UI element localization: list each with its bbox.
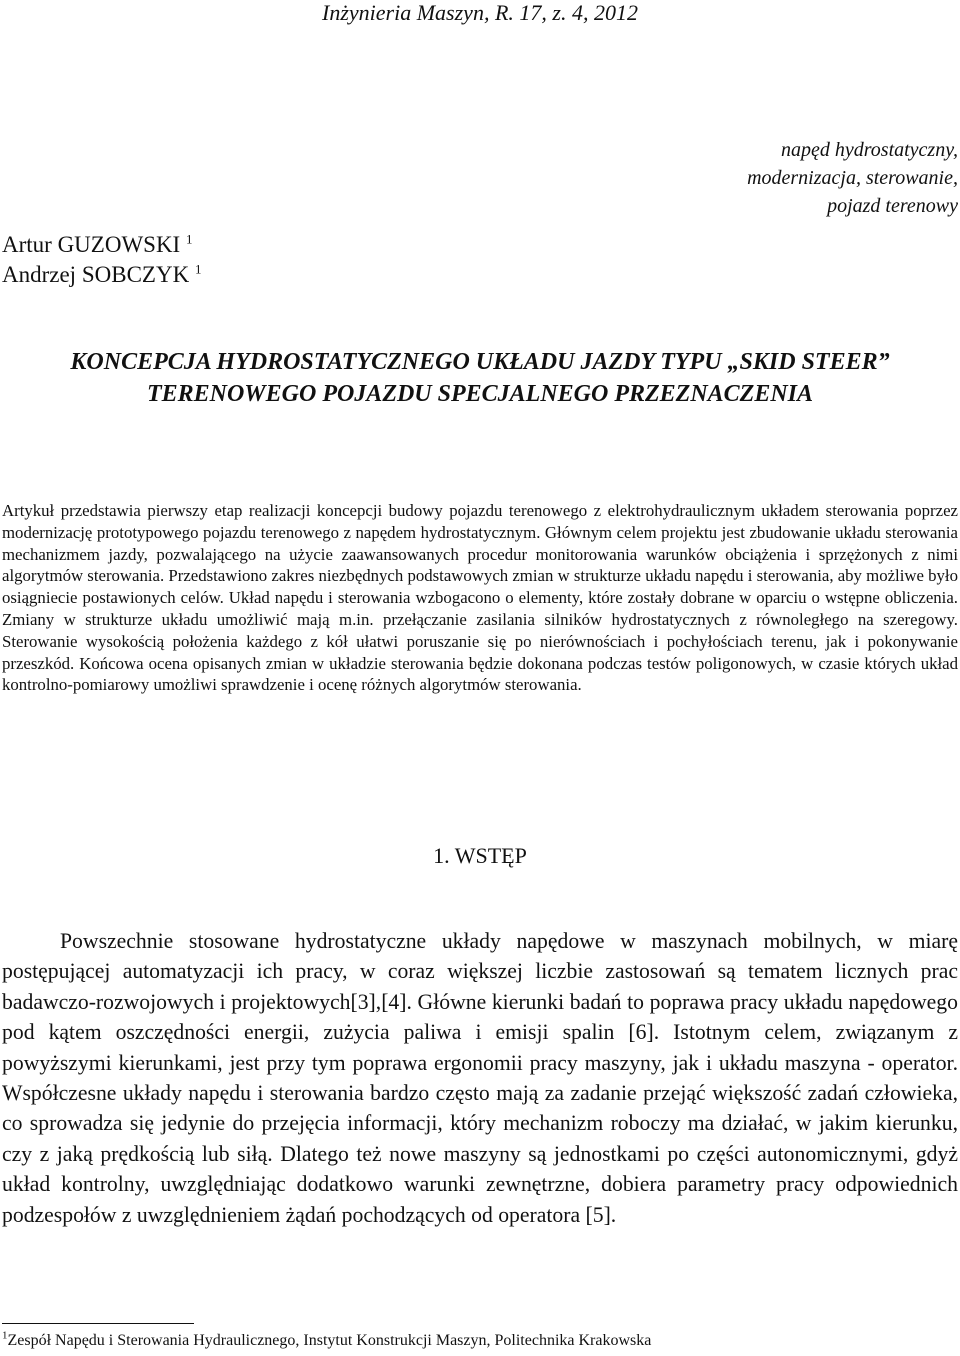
- keyword-line: pojazd terenowy: [827, 195, 958, 217]
- footnote: [2, 1330, 958, 1352]
- abstract: [2, 500, 958, 696]
- author: [2, 230, 201, 260]
- abstract-text: Artykuł przedstawia pierwszy etap realizacji koncepcji budowy pojazdu terenowego z elektrohydraulicznym układem sterowania poprzez modernizację prototypowego pojazdu terenowego z napędem hydrostatycznym. Głównym celem projektu jest zbudowanie układu sterowania mechanizmem jazdy, pozwalającego na użycie zaawansowanych procedur monitorowania warunków obciążenia i sprzężonych z nimi algorytmów sterowania. Przedstawiono zakres niezbędnych podstawowych zmian w strukturze układu napędu i sterowania, aby możliwe było osiągniecie postawionych celów. Układ napędu i sterowania wzbogacono o elementy, które zostały dobrane w oparciu o wstępne obliczenia. Zmiany w strukturze układu umożliwić mają m.in. przełączanie zasilania silników hydrostatycznych z równoległego na szeregowy. Sterowanie wysokością położenia każdego z kół ułatwi poruszanie się po nierównościach i pochyłościach terenu, jak i pokonywanie przeszkód. Końcowa ocena opisanych zmian w układzie sterowania będzie dokonana podczas testów poligonowych, w czasie których układ kontrolno-pomiarowy umożliwi sprawdzenie i ocenę różnych algorytmów sterowania.: [2, 501, 958, 695]
- affiliation-mark: 1: [185, 231, 193, 247]
- title-line: KONCEPCJA HYDROSTATYCZNEGO UKŁADU JAZDY TYPU „SKID STEER”: [70, 349, 890, 375]
- footnote-text: Zespół Napędu i Sterowania Hydraulicznego, Instytut Konstrukcji Maszyn, Politechnika Krakowska: [7, 1332, 652, 1349]
- author-name: Artur GUZOWSKI: [2, 232, 181, 257]
- author-name: Andrzej SOBCZYK: [2, 262, 190, 287]
- author-list: [2, 230, 201, 290]
- footnote-divider: [2, 1323, 194, 1324]
- footnote-mark: 1: [2, 1329, 8, 1342]
- body-paragraph: Powszechnie stosowane hydrostatyczne układy napędowe w maszynach mobilnych, w miarę postępującej automatyzacji ich pracy, w coraz większej liczbie zastosowań są tematem licznych prac badawczo-rozwojowych i projektowych[3],[4]. Główne kierunki badań to poprawa pracy układu napędowego pod kątem oszczędności energii, zużycia paliwa i emisji spalin [6]. Istotnym celem, związanym z powyższymi kierunkami, jest przy tym poprawa ergonomii pracy maszyny, jak i układu maszyna - operator. Współczesne układy napędu i sterowania bardzo często mają za zadanie przejąć większość zadań człowieka, co sprowadza się jedynie do przejęcia informacji, który mechanizm roboczy ma działać, w jakim kierunku, czy z jaką prędkością lub siłą. Dlatego też nowe maszyny są jednostkami po części autonomicznymi, gdyż układ kontrolny, uwzględniając dodatkowo warunki zewnętrzne, dobiera parametry pracy odpowiednich podzespołów z uwzględnieniem żądań pochodzących od operatora [5].: [2, 929, 958, 1227]
- keyword-line: napęd hydrostatyczny,: [780, 139, 958, 161]
- affiliation-mark: 1: [194, 261, 202, 277]
- journal-header: Inżynieria Maszyn, R. 17, z. 4, 2012: [322, 0, 638, 25]
- section-heading: 1. WSTĘP: [433, 843, 527, 868]
- paper-title: [0, 346, 960, 410]
- section-body: [2, 926, 958, 1230]
- author: [2, 260, 201, 290]
- keywords: [747, 136, 958, 220]
- title-line: TERENOWEGO POJAZDU SPECJALNEGO PRZEZNACZENIA: [146, 381, 814, 407]
- keyword-line: modernizacja, sterowanie,: [747, 167, 958, 189]
